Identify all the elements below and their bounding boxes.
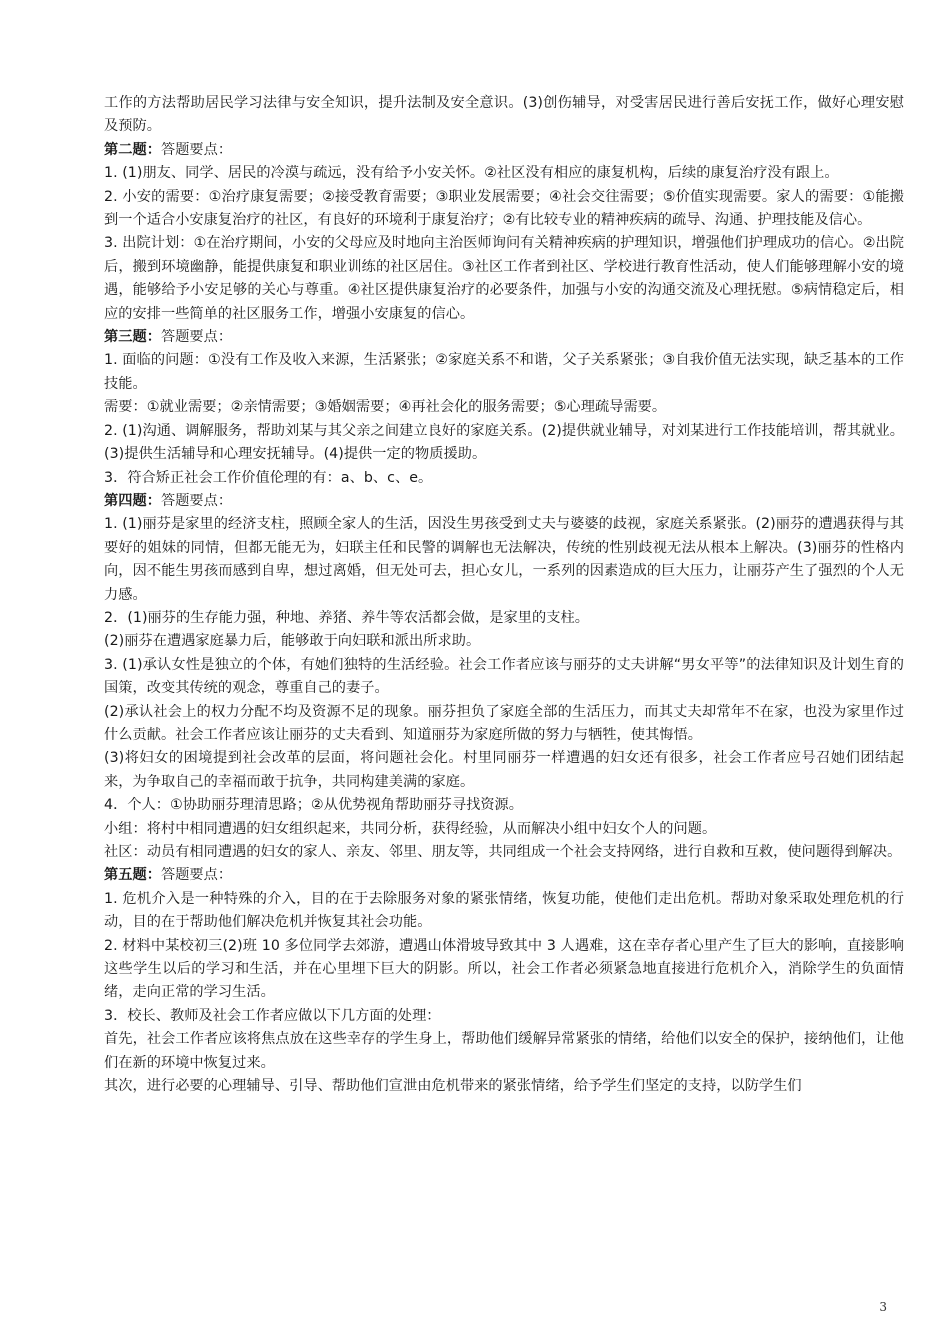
paragraph-25: 首先，社会工作者应该将焦点放在这些幸存的学生身上，帮助他们缓解异常紧张的情绪，给他们以安全的保护，接纳他们，让他们在新的环境中恢复过来。	[104, 1031, 904, 1071]
paragraph-16: (2)承认社会上的权力分配不均及资源不足的现象。丽芬担负了家庭全部的生活压力，而其丈夫却常年不在家，也没为家里作过什么贡献。社会工作者应该让丽芬的丈夫看到、知道丽芬为家庭所做的努力与牺牲，使其悔悟。	[104, 703, 904, 743]
paragraph-12: 1. (1)丽芬是家里的经济支柱，照顾全家人的生活，因没生男孩受到丈夫与婆婆的歧视，家庭关系紧张。(2)丽芬的遭遇获得与其要好的姐妹的同情，但都无能无为，妇联主任和民警的调解也无法解决，传统的性别歧视无法从根本上解决。(3)丽芬的性格内向，因不能生男孩而感到自卑，想过离婚，但无处可去，担心女儿，一系列的因素造成的巨大压力，让丽芬产生了强烈的个人无力感。	[104, 516, 904, 603]
paragraph-8: 需要：①就业需要；②亲情需要；③婚姻需要；④再社会化的服务需要；⑤心理疏导需要。	[104, 399, 667, 416]
document-body	[104, 92, 904, 1098]
paragraph-24: 3．校长、教师及社会工作者应做以下几方面的处理：	[104, 1007, 441, 1024]
section-heading-2: 第二题：答题要点：	[104, 141, 233, 158]
paragraph-10: 3．符合矫正社会工作价值伦理的有：a、b、c、e。	[104, 469, 433, 486]
section-heading-5: 第五题：答题要点：	[104, 867, 233, 884]
paragraph-9: 2. (1)沟通、调解服务，帮助刘某与其父亲之间建立良好的家庭关系。(2)提供就业辅导，对刘某进行工作技能培训，帮其就业。(3)提供生活辅导和心理安抚辅导。(4)提供一定的物质援助。	[104, 422, 904, 463]
paragraph-4: 2. 小安的需要：①治疗康复需要；②接受教育需要；③职业发展需要；④社会交往需要；⑤价值实现需要。家人的需要：①能搬到一个适合小安康复治疗的社区，有良好的环境利于康复治疗；②有比较专业的精神疾病的疏导、沟通、护理技能及信心。	[104, 188, 904, 229]
page-number: 3	[879, 1300, 887, 1314]
paragraph-19: 小组：将村中相同遭遇的妇女组织起来，共同分析，获得经验，从而解决小组中妇女个人的问题。	[104, 820, 717, 837]
paragraph-18: 4．个人：①协助丽芬理清思路；②从优势视角帮助丽芬寻找资源。	[104, 797, 524, 814]
paragraph-23: 2. 材料中某校初三(2)班 10 多位同学去郊游，遭遇山体滑坡导致其中 3 人遇难，这在幸存者心里产生了巨大的影响，直接影响这些学生以后的学习和生活，并在心里埋下巨大的阴影。所以，社会工作者必须紧急地直接进行危机介入，消除学生的负面情绪，走向正常的学习生活。	[104, 937, 904, 1001]
paragraph-14: (2)丽芬在遭遇家庭暴力后，能够敢于向妇联和派出所求助。	[104, 633, 481, 650]
paragraph-15: 3. (1)承认女性是独立的个体，有她们独特的生活经验。社会工作者应该与丽芬的丈夫讲解“男女平等”的法律知识及计划生育的国策，改变其传统的观念，尊重自己的妻子。	[104, 656, 904, 697]
paragraph-13: 2．(1)丽芬的生存能力强，种地、养猪、养牛等农活都会做，是家里的支柱。	[104, 609, 589, 626]
paragraph-7: 1. 面临的问题：①没有工作及收入来源，生活紧张；②家庭关系不和谐，父子关系紧张；③自我价值无法实现，缺乏基本的工作技能。	[104, 352, 904, 392]
paragraph-17: (3)将妇女的困境提到社会改革的层面，将问题社会化。村里同丽芬一样遭遇的妇女还有很多，社会工作者应号召她们团结起来，为争取自己的幸福而敢于抗争，共同构建美满的家庭。	[104, 750, 904, 790]
paragraph-20: 社区：动员有相同遭遇的妇女的家人、亲友、邻里、朋友等，共同组成一个社会支持网络，进行自救和互救，使问题得到解决。	[104, 844, 902, 860]
paragraph-22: 1. 危机介入是一种特殊的介入，目的在于去除服务对象的紧张情绪，恢复功能，使他们走出危机。帮助对象采取处理危机的行动，目的在于帮助他们解决危机并恢复其社会功能。	[104, 890, 904, 931]
paragraph-3: 1. (1)朋友、同学、居民的冷漠与疏远，没有给予小安关怀。②社区没有相应的康复机构，后续的康复治疗没有跟上。	[104, 165, 839, 182]
paragraph-1: 工作的方法帮助居民学习法律与安全知识，提升法制及安全意识。(3)创伤辅导，对受害居民进行善后安抚工作，做好心理安慰及预防。	[104, 95, 904, 135]
section-heading-4: 第四题：答题要点：	[104, 492, 233, 509]
paragraph-5: 3. 出院计划：①在治疗期间，小安的父母应及时地向主治医师询问有关精神疾病的护理知识，增强他们护理成功的信心。②出院后，搬到环境幽静，能提供康复和职业训练的社区居住。③社区工作者到社区、学校进行教育性活动，使人们能够理解小安的境遇，能够给予小安足够的关心与尊重。④社区提供康复治疗的必要条件，加强与小安的沟通交流及心理抚慰。⑤病情稳定后，相应的安排一些简单的社区服务工作，增强小安康复的信心。	[104, 235, 904, 322]
paragraph-26: 其次，进行必要的心理辅导、引导、帮助他们宣泄由危机带来的紧张情绪，给予学生们坚定的支持，以防学生们	[104, 1078, 802, 1095]
section-heading-3: 第三题：答题要点：	[104, 329, 233, 346]
